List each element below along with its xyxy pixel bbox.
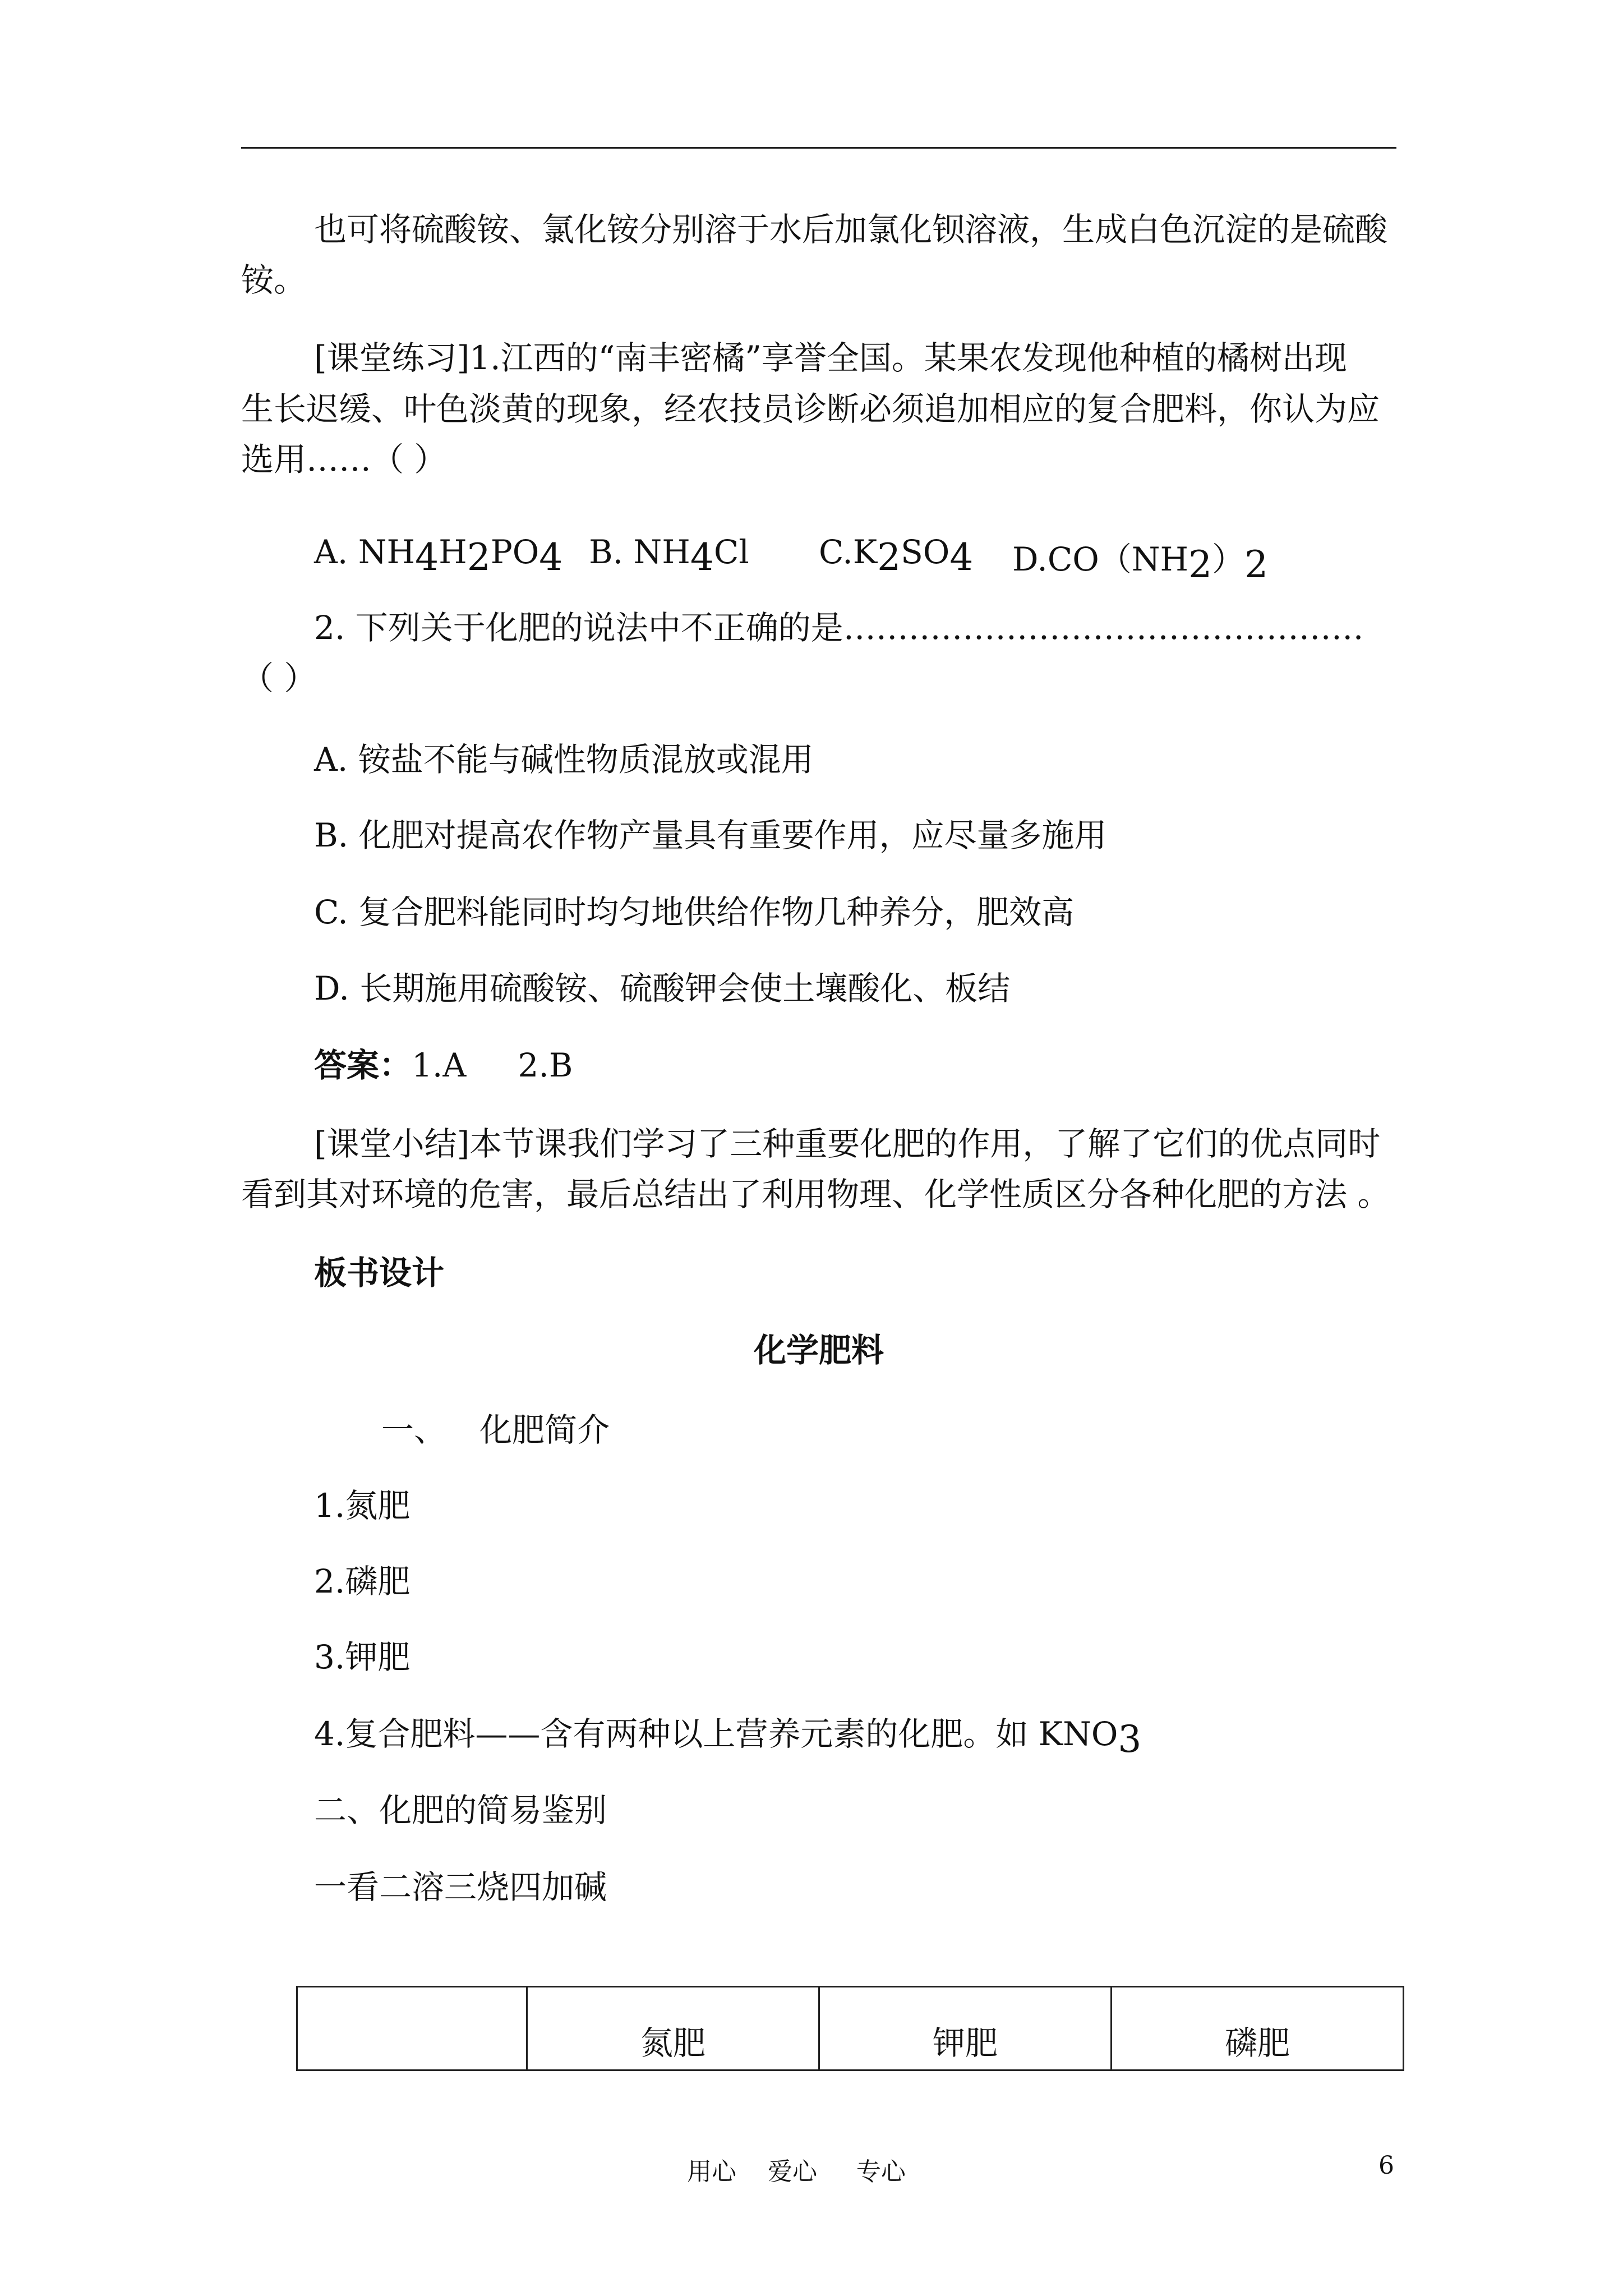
table-cell: 氮肥	[527, 1987, 819, 2070]
option-b: B. $NH_4Cl$	[589, 533, 749, 579]
option-c: $C.K_2SO_4$	[819, 533, 974, 579]
answer	[314, 1046, 1469, 1084]
list-item: 1.氮肥	[314, 1487, 411, 1525]
option-d: $D.CO(NH_2)_2$	[1012, 540, 1269, 586]
exercise-q2-option-b: B. 化肥对提高农作物产量具有重要作用，应尽量多施用	[314, 816, 1107, 854]
board-heading: 板书设计	[314, 1254, 445, 1292]
exercise-q1-line: 选用……（ ）	[241, 440, 447, 478]
section-1-number: 一、	[381, 1411, 447, 1449]
answer-label: 答案：	[314, 1046, 412, 1084]
mnemonic: 一看二溶三烧四加碱	[314, 1868, 607, 1906]
table-cell	[297, 1987, 527, 2070]
page-number: 6	[1378, 2151, 1394, 2180]
exercise-q1-line: [课堂练习]1.江西的“南丰密橘”享誉全国。某果农发现他种植的橘树出现	[314, 339, 1347, 377]
option-a: A. $NH_4H_2PO_4$	[314, 533, 563, 579]
exercise-q2-line: 2. 下列关于化肥的说法中不正确的是…………………………………………	[314, 609, 1364, 647]
paragraph-line: 铵。	[241, 261, 307, 299]
exercise-q2-line: （ ）	[241, 659, 317, 697]
summary-line: 看到其对环境的危害，最后总结出了利用物理、化学性质区分各种化肥的方法 。	[241, 1175, 1390, 1213]
table-row	[297, 1987, 1404, 2070]
list-item: 4.复合肥料——含有两种以上营养元素的化肥。如 $KNO_3$	[314, 1715, 1142, 1761]
table-cell: 磷肥	[1112, 1987, 1404, 2070]
section-1-title: 化肥简介	[479, 1411, 610, 1449]
fertilizer-table	[296, 1986, 1404, 2071]
list-item: 2.磷肥	[314, 1562, 411, 1600]
list-item: 3.钾肥	[314, 1638, 411, 1676]
paragraph-line: 也可将硫酸铵、氯化铵分别溶于水后加氯化钡溶液，生成白色沉淀的是硫酸	[314, 210, 1388, 249]
board-title: 化学肥料	[753, 1331, 884, 1369]
exercise-q2-option-d: D. 长期施用硫酸铵、硫酸钾会使土壤酸化、板结	[314, 969, 1011, 1007]
exercise-q1-line: 生长迟缓、叶色淡黄的现象，经农技员诊断必须追加相应的复合肥料，你认为应	[241, 390, 1380, 428]
exercise-q2-option-c: C. 复合肥料能同时均匀地供给作物几种养分，肥效高	[314, 893, 1075, 931]
summary-line: [课堂小结]本节课我们学习了三种重要化肥的作用，了解了它们的优点同时	[314, 1125, 1381, 1163]
footer-text: 用心 爱心 专心	[687, 2157, 906, 2186]
exercise-q2-option-a: A. 铵盐不能与碱性物质混放或混用	[314, 740, 814, 779]
answer-text: 1.A 2.B	[412, 1046, 573, 1084]
table-cell: 钾肥	[819, 1987, 1112, 2070]
section-2-title: 二、化肥的简易鉴别	[314, 1791, 607, 1829]
header-rule	[241, 147, 1396, 149]
